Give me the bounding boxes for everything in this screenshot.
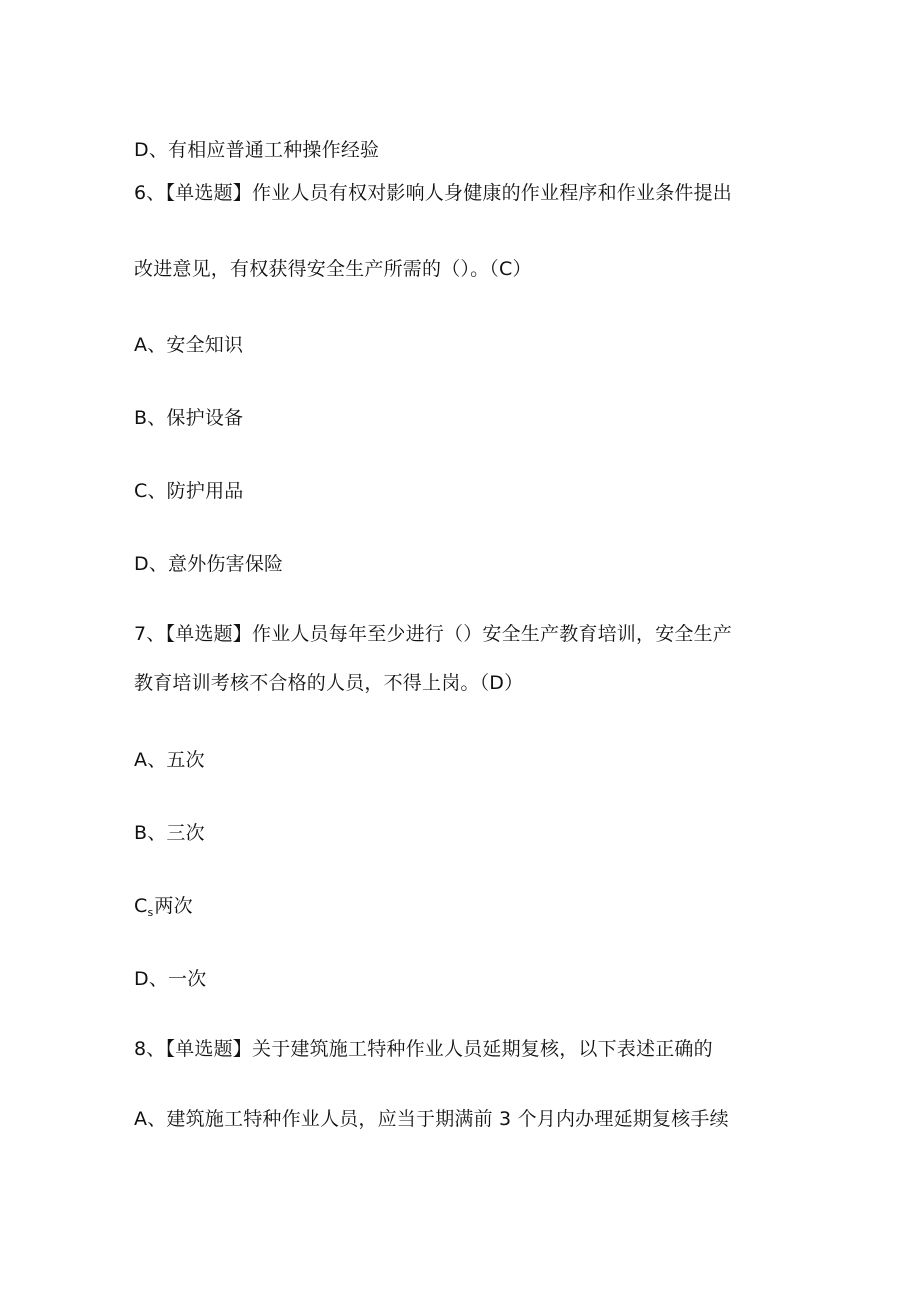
q7-option-c-text: 两次 — [154, 895, 193, 917]
q6-option-c: C、防护用品 — [134, 480, 244, 502]
q5-option-d: D、有相应普通工种操作经验 — [134, 139, 380, 161]
q7-option-c — [134, 894, 193, 925]
q8-question-line-1: 8、【单选题】关于建筑施工特种作业人员延期复核，以下表述正确的 — [134, 1038, 713, 1060]
q8-option-a: A、建筑施工特种作业人员，应当于期满前 3 个月内办理延期复核手续 — [134, 1108, 729, 1130]
q7-option-c-subscript: s — [147, 906, 154, 919]
q6-question-line-1: 6、【单选题】作业人员有权对影响人身健康的作业程序和作业条件提出 — [134, 182, 732, 204]
q7-option-d: D、一次 — [134, 968, 207, 990]
q7-option-a: A、五次 — [134, 749, 205, 771]
q7-question-line-2: 教育培训考核不合格的人员，不得上岗。（D） — [134, 672, 524, 694]
q6-question-line-2: 改进意见，有权获得安全生产所需的（）。（C） — [134, 258, 532, 280]
q6-option-d: D、意外伤害保险 — [134, 553, 284, 575]
q6-option-a: A、安全知识 — [134, 334, 244, 356]
q6-option-b: B、保护设备 — [134, 407, 244, 429]
q7-option-b: B、三次 — [134, 822, 205, 844]
q7-option-c-letter: C — [134, 895, 148, 917]
q7-question-line-1: 7、【单选题】作业人员每年至少进行（）安全生产教育培训，安全生产 — [134, 623, 732, 645]
